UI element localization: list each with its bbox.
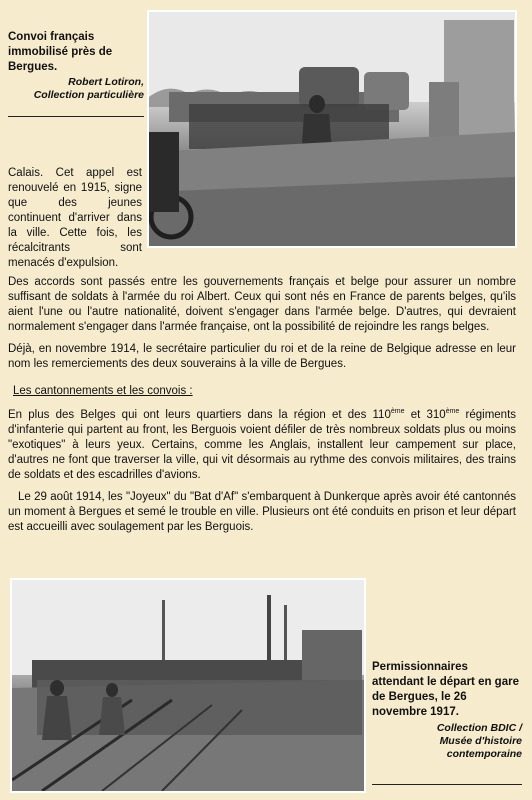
bottom-caption-divider xyxy=(372,784,522,785)
paragraph-1: Des accords sont passés entre les gouvernements français et belge pour assurer un nombre suffisant de soldats à l'armée du roi Albert. Ceux qui sont nés en France de parents belges, qu'ils aient l'une ou l'autre nationalité, doivent s'engager dans l'armée belge. D'autres, qui devraient normalement s'engager dans l'armée française, ont la possibilité de rejoindre les rangs belges. xyxy=(8,276,516,333)
bottom-caption-credit xyxy=(372,722,522,761)
bottom-photo-caption xyxy=(372,660,522,761)
paragraph-3-sup-1: ème xyxy=(390,408,405,416)
paragraph-2: Déjà, en novembre 1914, le secrétaire particulier du roi et de la reine de Belgique adresse en leur nom les remerciements des deux souverains à la ville de Bergues. xyxy=(8,343,516,370)
convoy-photo-illustration xyxy=(149,12,515,246)
article-body xyxy=(8,275,516,542)
paragraph-3-part-a: En plus des Belges qui ont leurs quartiers dans la région et des 110 xyxy=(8,409,391,421)
bottom-caption-title: Permissionnaires attendant le départ en gare de Bergues, le 26 novembre 1917. xyxy=(372,661,519,718)
station-photo xyxy=(10,578,366,793)
top-credit-line1: Robert Lotiron, xyxy=(68,76,144,88)
station-photo-illustration xyxy=(12,580,364,791)
convoy-photo xyxy=(147,10,517,248)
paragraph-3-part-c: régiments d'infanterie qui partent au front, les Berguois voient défiler de très nombreux soldats plus ou moins "exotiques" à leurs yeux. Certains, comme les Anglais, installent leur campement sur place, d'autres ne font que traverser la ville, qui vit désormais au rythme des convois militaires, des trains de soldats et des escadrilles d'avions. xyxy=(8,409,517,481)
top-caption-credit xyxy=(8,76,144,102)
paragraph-3-part-b: et 310 xyxy=(404,409,446,421)
side-paragraph: Calais. Cet appel est renouvelé en 1915, signe que des jeunes continuent d'arriver dans la ville. Cette fois, les récalcitrants sont menacés d'expulsion. xyxy=(8,167,142,269)
bottom-credit-line3: contemporaine xyxy=(446,748,522,760)
section-heading: Les cantonnements et les convois : xyxy=(13,385,193,397)
top-caption-divider xyxy=(8,116,144,117)
top-credit-line2: Collection particulière xyxy=(33,89,144,101)
bottom-credit-line1: Collection BDIC / xyxy=(436,722,522,734)
paragraph-3 xyxy=(8,408,516,483)
paragraph-4: Le 29 août 1914, les "Joyeux" du "Bat d'Af" s'embarquent à Dunkerque après avoir été cantonnés un moment à Bergues et semé le trouble en ville. Plusieurs ont été conduits en prison et leur départ est accueilli avec soulagement par les Berguois. xyxy=(8,491,516,533)
top-photo-caption xyxy=(8,30,144,102)
top-caption-title: Convoi français immobilisé près de Bergues. xyxy=(8,31,113,73)
bottom-credit-line2: Musée d'histoire xyxy=(439,735,522,747)
paragraph-3-sup-2: ème xyxy=(445,408,460,416)
